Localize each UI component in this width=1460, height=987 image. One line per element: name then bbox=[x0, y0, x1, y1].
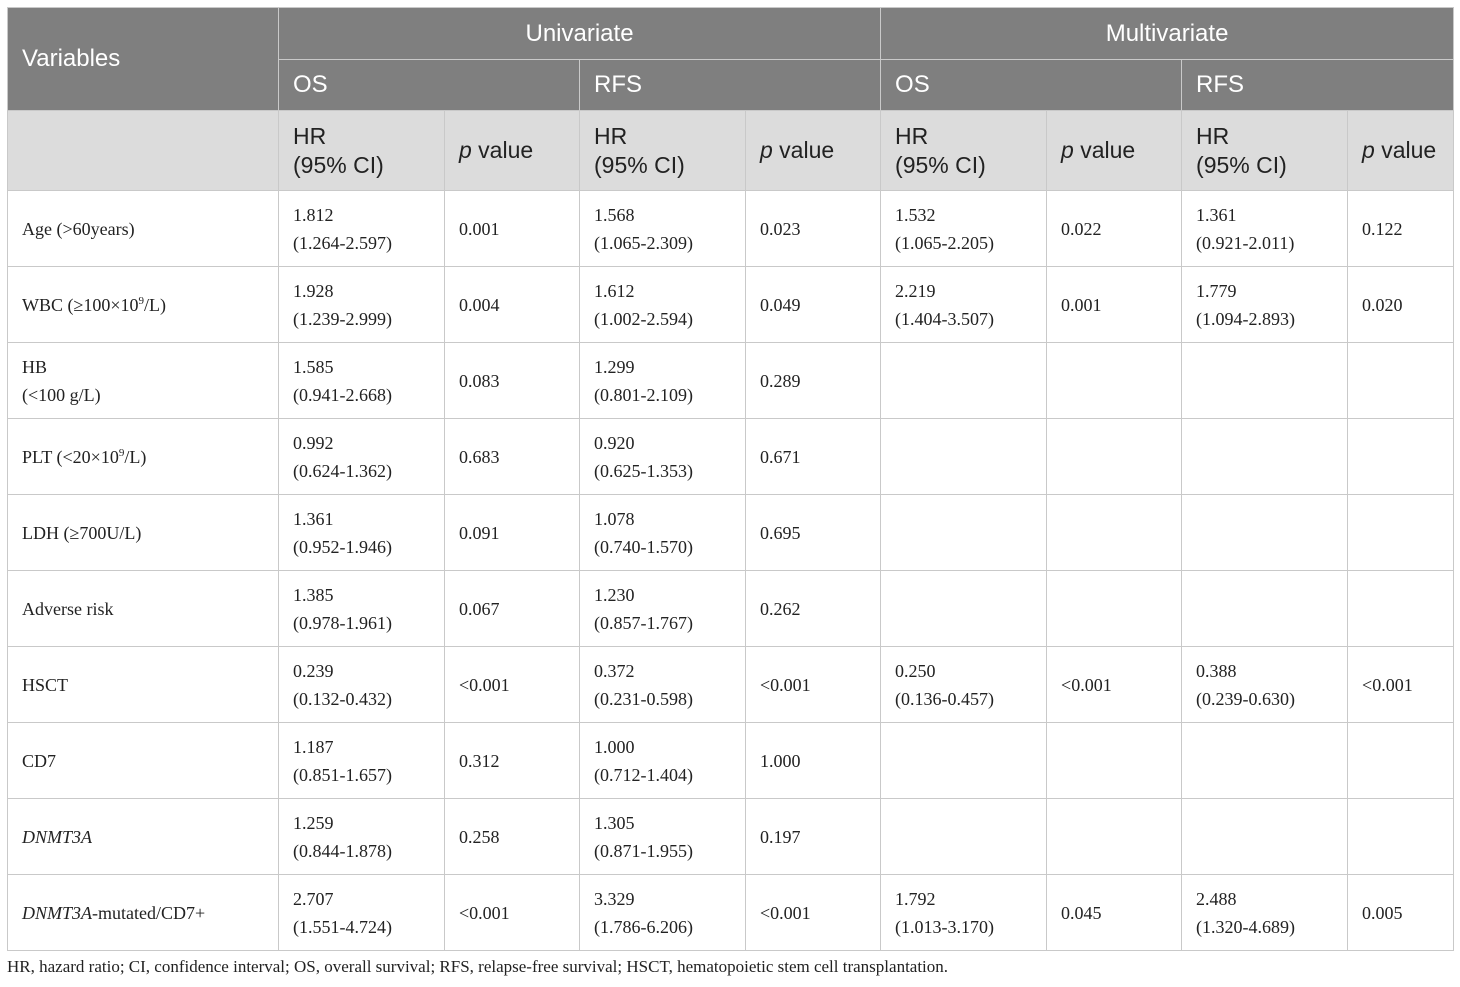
subheader-p-value: p value bbox=[1348, 111, 1454, 191]
p-value-cell: <0.001 bbox=[746, 875, 881, 951]
empty-cell bbox=[1182, 571, 1348, 647]
empty-cell bbox=[1047, 723, 1182, 799]
p-value-cell: <0.001 bbox=[746, 647, 881, 723]
p-value-cell: 0.022 bbox=[1047, 191, 1182, 267]
hr-cell: 1.568 (1.065-2.309) bbox=[580, 191, 746, 267]
p-value-cell: <0.001 bbox=[1047, 647, 1182, 723]
table-row bbox=[8, 571, 1454, 647]
empty-cell bbox=[881, 571, 1047, 647]
table-row bbox=[8, 495, 1454, 571]
p-value-cell: 0.083 bbox=[445, 343, 580, 419]
empty-cell bbox=[1348, 419, 1454, 495]
p-value-cell: 0.001 bbox=[1047, 267, 1182, 343]
table-row bbox=[8, 267, 1454, 343]
variable-cell: HSCT bbox=[8, 647, 279, 723]
hr-cell: 2.488 (1.320-4.689) bbox=[1182, 875, 1348, 951]
hr-cell: 1.928 (1.239-2.999) bbox=[279, 267, 445, 343]
hr-cell: 2.707 (1.551-4.724) bbox=[279, 875, 445, 951]
empty-cell bbox=[1348, 571, 1454, 647]
subheader-p-value: p value bbox=[1047, 111, 1182, 191]
variable-cell: HB (<100 g/L) bbox=[8, 343, 279, 419]
hr-cell: 0.388 (0.239-0.630) bbox=[1182, 647, 1348, 723]
hr-cell: 1.230 (0.857-1.767) bbox=[580, 571, 746, 647]
header-uni-os: OS bbox=[279, 60, 580, 111]
p-value-cell: <0.001 bbox=[1348, 647, 1454, 723]
p-value-cell: 0.045 bbox=[1047, 875, 1182, 951]
hr-cell: 0.250 (0.136-0.457) bbox=[881, 647, 1047, 723]
hr-cell: 2.219 (1.404-3.507) bbox=[881, 267, 1047, 343]
hr-cell: 1.361 (0.952-1.946) bbox=[279, 495, 445, 571]
p-value-cell: 0.671 bbox=[746, 419, 881, 495]
p-value-cell: 0.091 bbox=[445, 495, 580, 571]
header-univariate: Univariate bbox=[279, 8, 881, 60]
variable-cell: WBC $(\ge 100\times 10^9/L)$ bbox=[8, 267, 279, 343]
p-value-cell: 0.695 bbox=[746, 495, 881, 571]
hr-cell: 0.992 (0.624-1.362) bbox=[279, 419, 445, 495]
empty-cell bbox=[1047, 799, 1182, 875]
table-row bbox=[8, 647, 1454, 723]
header-multi-os: OS bbox=[881, 60, 1182, 111]
table-row bbox=[8, 723, 1454, 799]
hr-cell: 1.585 (0.941-2.668) bbox=[279, 343, 445, 419]
table-footnote: HR, hazard ratio; CI, confidence interval; OS, overall survival; RFS, relapse-free survival; HSCT, hematopoietic stem cell transplantation. bbox=[7, 957, 949, 976]
empty-cell bbox=[1182, 799, 1348, 875]
subheader-p-value: p value bbox=[746, 111, 881, 191]
p-value-cell: 0.262 bbox=[746, 571, 881, 647]
hr-cell: 0.372 (0.231-0.598) bbox=[580, 647, 746, 723]
variable-cell: Adverse risk bbox=[8, 571, 279, 647]
hr-cell: 0.239 (0.132-0.432) bbox=[279, 647, 445, 723]
header-uni-rfs: RFS bbox=[580, 60, 881, 111]
p-value-cell: 0.023 bbox=[746, 191, 881, 267]
empty-cell bbox=[1047, 419, 1182, 495]
header-variables: Variables bbox=[8, 8, 279, 111]
hr-cell: 1.792 (1.013-3.170) bbox=[881, 875, 1047, 951]
p-value-cell: 0.683 bbox=[445, 419, 580, 495]
empty-cell bbox=[1182, 495, 1348, 571]
header-multi-rfs: RFS bbox=[1182, 60, 1454, 111]
hr-cell: 3.329 (1.786-6.206) bbox=[580, 875, 746, 951]
p-value-cell: 0.001 bbox=[445, 191, 580, 267]
subheader-empty bbox=[8, 111, 279, 191]
p-value-cell: 0.020 bbox=[1348, 267, 1454, 343]
table-row bbox=[8, 875, 1454, 951]
empty-cell bbox=[1047, 571, 1182, 647]
empty-cell bbox=[881, 343, 1047, 419]
p-value-cell: <0.001 bbox=[445, 875, 580, 951]
empty-cell bbox=[881, 723, 1047, 799]
variable-cell: PLT $(<20\times 10^9/L)$ bbox=[8, 419, 279, 495]
hr-cell: 1.385 (0.978-1.961) bbox=[279, 571, 445, 647]
table-row bbox=[8, 419, 1454, 495]
p-value-cell: 0.289 bbox=[746, 343, 881, 419]
empty-cell bbox=[1182, 343, 1348, 419]
empty-cell bbox=[1182, 419, 1348, 495]
hr-cell: 1.000 (0.712-1.404) bbox=[580, 723, 746, 799]
variable-cell: DNMT3A bbox=[8, 799, 279, 875]
p-value-cell: 0.067 bbox=[445, 571, 580, 647]
variable-cell: CD7 bbox=[8, 723, 279, 799]
p-value-cell: 0.197 bbox=[746, 799, 881, 875]
subheader-hr: HR (95% CI) bbox=[1182, 111, 1348, 191]
results-table bbox=[7, 7, 1454, 951]
empty-cell bbox=[881, 495, 1047, 571]
variable-cell: LDH (≥700U/L) bbox=[8, 495, 279, 571]
empty-cell bbox=[881, 799, 1047, 875]
subheader-hr: HR (95% CI) bbox=[279, 111, 445, 191]
p-value-cell: 0.258 bbox=[445, 799, 580, 875]
hr-cell: 1.078 (0.740-1.570) bbox=[580, 495, 746, 571]
subheader-hr: HR (95% CI) bbox=[580, 111, 746, 191]
p-value-cell: 0.004 bbox=[445, 267, 580, 343]
p-value-cell: 1.000 bbox=[746, 723, 881, 799]
hr-cell: 1.361 (0.921-2.011) bbox=[1182, 191, 1348, 267]
variable-cell: Age (>60years) bbox=[8, 191, 279, 267]
table-row bbox=[8, 799, 1454, 875]
empty-cell bbox=[1047, 495, 1182, 571]
subheader-p-value: p value bbox=[445, 111, 580, 191]
p-value-cell: 0.049 bbox=[746, 267, 881, 343]
hr-cell: 1.259 (0.844-1.878) bbox=[279, 799, 445, 875]
empty-cell bbox=[1348, 343, 1454, 419]
p-value-cell: 0.005 bbox=[1348, 875, 1454, 951]
hr-cell: 1.612 (1.002-2.594) bbox=[580, 267, 746, 343]
p-value-cell: 0.312 bbox=[445, 723, 580, 799]
subheader-hr: HR (95% CI) bbox=[881, 111, 1047, 191]
hr-cell: 1.779 (1.094-2.893) bbox=[1182, 267, 1348, 343]
table-row bbox=[8, 343, 1454, 419]
variable-cell: DNMT3A-mutated/CD7+ bbox=[8, 875, 279, 951]
p-value-cell: 0.122 bbox=[1348, 191, 1454, 267]
p-value-cell: <0.001 bbox=[445, 647, 580, 723]
hr-cell: 1.812 (1.264-2.597) bbox=[279, 191, 445, 267]
empty-cell bbox=[1348, 799, 1454, 875]
empty-cell bbox=[1182, 723, 1348, 799]
empty-cell bbox=[1348, 723, 1454, 799]
header-multivariate: Multivariate bbox=[881, 8, 1454, 60]
hr-cell: 1.299 (0.801-2.109) bbox=[580, 343, 746, 419]
empty-cell bbox=[881, 419, 1047, 495]
hr-cell: 1.187 (0.851-1.657) bbox=[279, 723, 445, 799]
hr-cell: 0.920 (0.625-1.353) bbox=[580, 419, 746, 495]
empty-cell bbox=[1047, 343, 1182, 419]
hr-cell: 1.305 (0.871-1.955) bbox=[580, 799, 746, 875]
table-row bbox=[8, 191, 1454, 267]
hr-cell: 1.532 (1.065-2.205) bbox=[881, 191, 1047, 267]
empty-cell bbox=[1348, 495, 1454, 571]
